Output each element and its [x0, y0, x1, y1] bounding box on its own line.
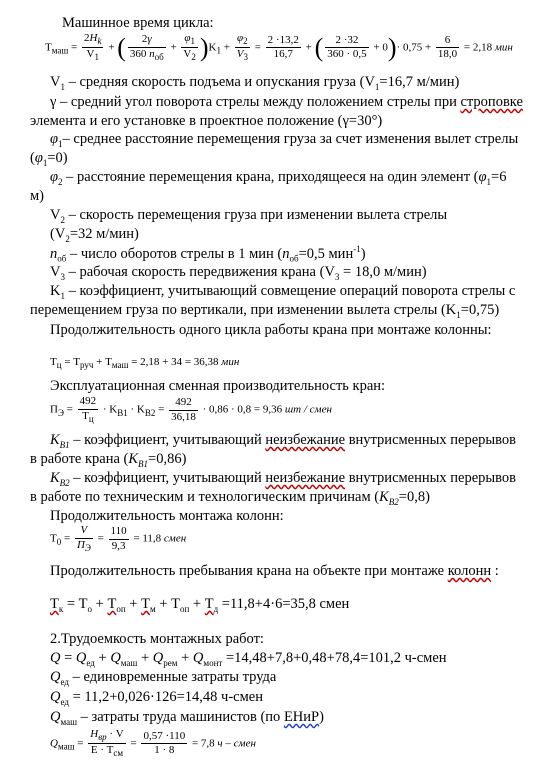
phi2-desc-1: $\varphi_2$ – расстояние перемещения крана, приходящееся на один элемент ($\varphi_1=6$ — [50, 169, 507, 187]
nob-desc: $n_{об}$ – число оборотов стрелы в 1 мин ($n_{об}=0,5$ мин$^{-1}$) — [50, 244, 366, 264]
title: Машинное время цикла: — [62, 15, 214, 31]
phi1-desc-1: $\varphi_1-$ среднее расстояние перемещения груза за счет изменения вылет стрелы — [50, 131, 519, 149]
phi2-desc-2: м) — [30, 188, 45, 204]
phi1-desc-2: $(\varphi_1=0)$ — [30, 150, 68, 168]
formula-pe: $П_Э$ = $\frac{492}{T_ц}$ · $K_{В1} \cdot K_{В2}$ = $\frac{492}{36,18}$ · 0,86 · 0,8 = 9,36 шт / смен — [50, 395, 332, 424]
prod-heading: Эксплуатационная сменная производительность кран: — [50, 378, 386, 394]
formula-to: $T_0$ = $\frac{V}{П_Э}$ = $\frac{110}{9,3}$ = 11,8 смен — [50, 524, 187, 553]
gamma-desc-1: γ – средний угол поворота стрелы между положением стрелы при строповке — [50, 94, 523, 110]
v3-desc: $V_3$ – рабочая скорость передвижения крана ($V_3 = 18,0$ м/мин) — [50, 264, 427, 282]
v1-desc: $V_1$ – средняя скорость подъема и опускания груза ($V_1=16,7$ м/мин) — [50, 74, 460, 92]
cycle-heading: Продолжительность одного цикла работы крана при монтаже колонны: — [50, 322, 492, 338]
labor-heading: 2.Трудоемкость монтажных работ: — [50, 631, 264, 647]
v2-desc-2: ($V_2=32$ м/мин) — [50, 226, 139, 244]
kb2-desc-2: в работе по техническим и технологическим причинам $(K_{В2}=0,8)$ — [30, 489, 430, 507]
qed-desc: $Q_{ед}$ – единовременные затраты труда — [50, 669, 277, 687]
formula-qed: $Q_{ед} = 11,2+0,026\cdot 126=14,48$ ч-смен — [50, 689, 263, 707]
v2-desc-1: $V_2$ – скорость перемещения груза при изменении вылета стрелы — [50, 207, 448, 225]
qmash-desc: $Q_{маш}$ – затраты труда машинистов (по ЕНиР) — [50, 709, 324, 727]
stay-heading: Продолжительность пребывания крана на объекте при монтаже колонн : — [50, 563, 499, 579]
kb1-desc-1: $K_{В1}$ – коэффициент, учитывающий неизбежание внутрисменных перерывов — [50, 432, 516, 450]
formula-tc: $T_ц = T_{руч} + T_{маш} = 2,18 + 34 = 36,38$ мин — [50, 356, 240, 371]
k1-desc-2: перемещением груза по вертикали, при изменении вылета стрелы $(K_1=0,75)$ — [30, 302, 500, 320]
kb1-desc-2: в работе крана $(K_{В1}=0,86)$ — [30, 451, 187, 469]
formula-tk: $T_к = T_о + T_{оп} + T_м + T_{оп} + T_д =11,8+4\cdot 6=35,8$ смен — [50, 596, 350, 614]
k1-desc-1: $K_1$ – коэффициент, учитывающий совмещение операций поворота стрелы с — [50, 283, 516, 301]
gamma-desc-2: элемента и его установке в проектное положение (γ=30°) — [30, 113, 383, 129]
formula-qmash: $Q_{маш}$ = $\frac{H_{вр} \cdot V}{E \cdot T_{см}}$ = $\frac{0,57 \cdot 110}{1 \cdot 8}$ = 7,8 ч – смен — [50, 728, 256, 759]
mont-heading: Продолжительность монтажа колонн: — [50, 508, 284, 524]
formula-q: $Q = Q_{ед} + Q_{маш} + Q_{рем} + Q_{монт} =14,48+7,8+0,48+78,4=101,2$ ч-смен — [50, 650, 447, 668]
kb2-desc-1: $K_{В2}$ – коэффициент, учитывающий неизбежание внутрисменных перерывов — [50, 470, 516, 488]
formula-tmash: $T_{маш}$ = $\frac{2H_k}{V_1}$ + ( $\frac{2\gamma}{360 n_{об}}$ + $\frac{\varphi_1}{V_2}$ )$K_1$ + $\frac{\varphi_2}{V_3}$ = $\frac{2 \cdot 13,2}{16,7}$ + ( $\frac{2 \cdot 32}{360 \cdot 0,5}$ + 0)· 0,75 + $\frac{6}{18,0}$ = 2,18 мин — [45, 32, 513, 63]
